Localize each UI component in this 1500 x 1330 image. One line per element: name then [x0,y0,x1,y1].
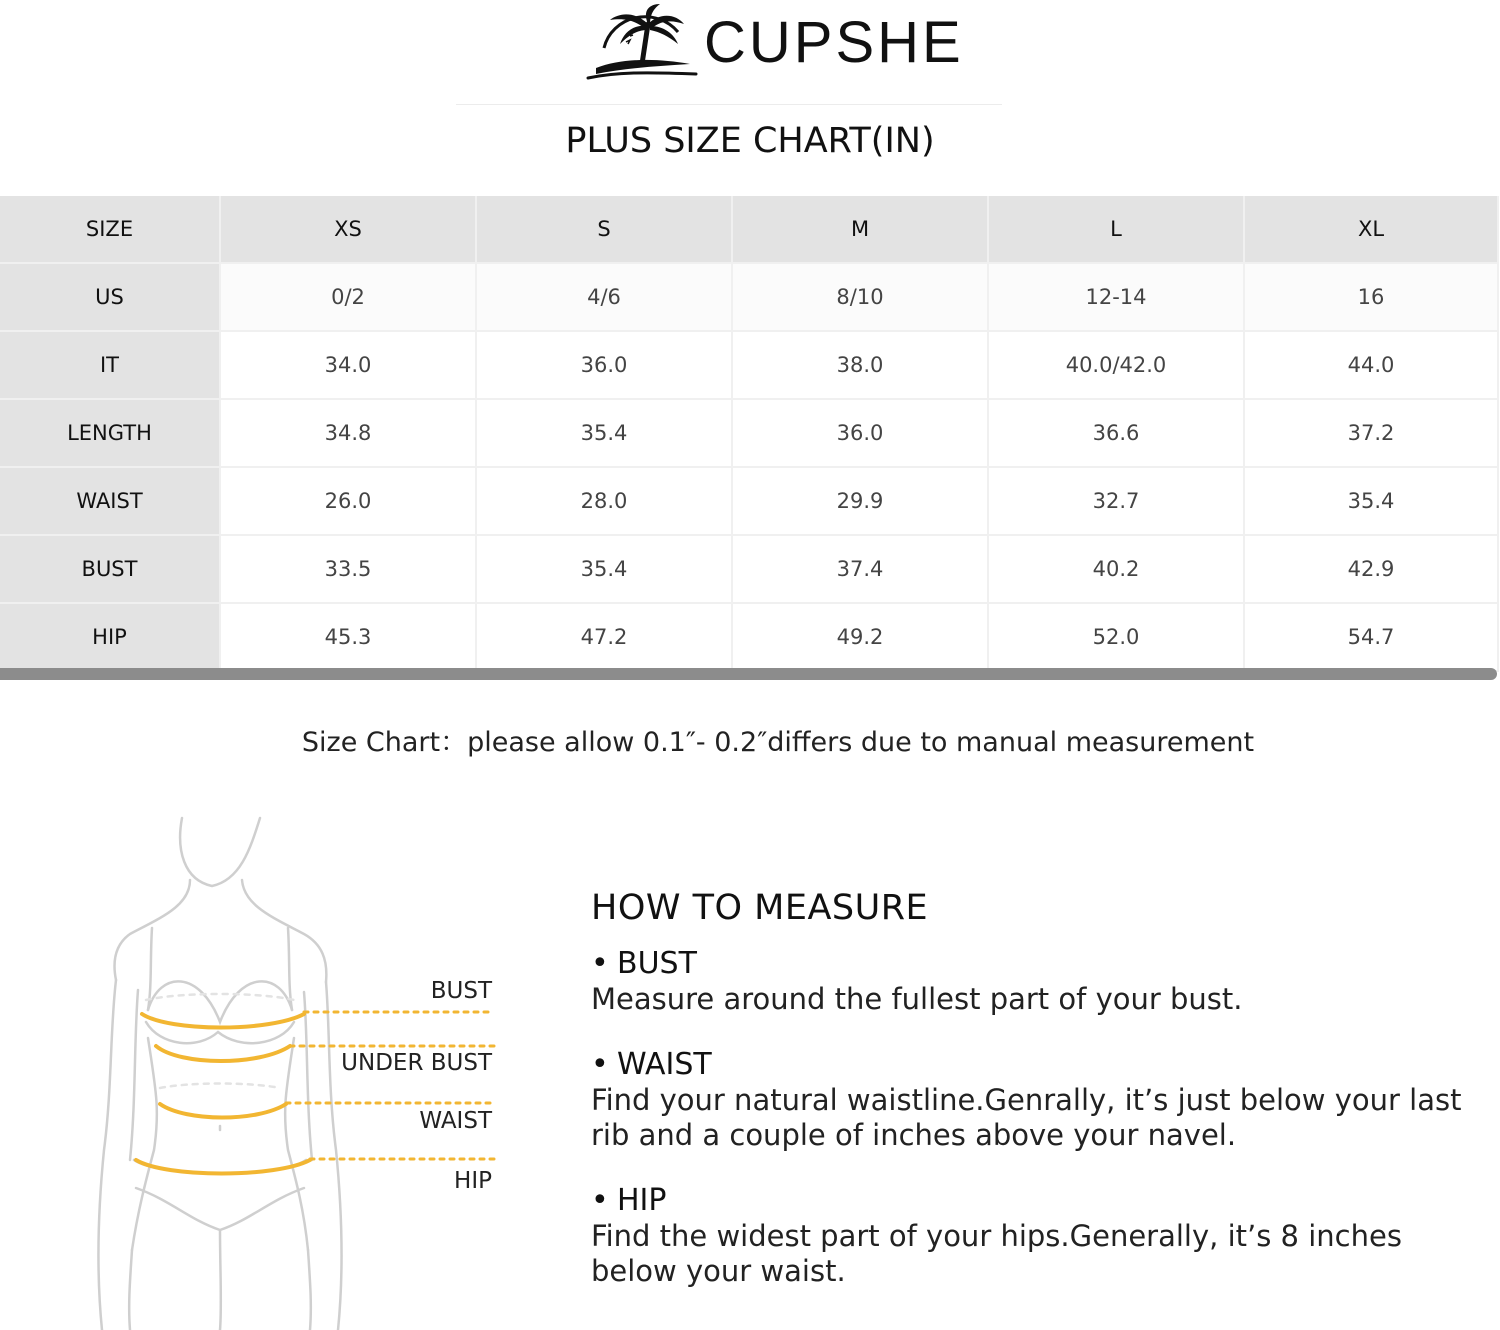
measure-item-desc: Measure around the fullest part of your bust. [591,982,1243,1016]
table-cell: 16 [1244,263,1498,331]
table-cell: 45.3 [220,603,476,671]
table-cell: 12-14 [988,263,1244,331]
bullet: • [591,1183,609,1218]
table-cell: 36.6 [988,399,1244,467]
table-cell: 34.0 [220,331,476,399]
measure-item-title: HIP [617,1183,667,1218]
header-cell: S [476,196,732,263]
measure-item-desc: Find the widest part of your hips.Generally, it’s 8 inches below your waist. [591,1219,1402,1288]
row-label: HIP [0,603,220,671]
table-cell: 42.9 [1244,535,1498,603]
table-cell: 52.0 [988,603,1244,671]
measure-item-waist [591,1047,1471,1153]
table-cell: 35.4 [476,535,732,603]
body-measure-figure [90,810,510,1330]
row-label: IT [0,331,220,399]
row-label: WAIST [0,467,220,535]
row-label: BUST [0,535,220,603]
table-cell: 40.2 [988,535,1244,603]
header-cell: XL [1244,196,1498,263]
table-cell: 37.4 [732,535,988,603]
palm-tree-island-icon [586,2,698,84]
page-title: PLUS SIZE CHART(IN) [565,121,935,161]
table-cell: 4/6 [476,263,732,331]
table-cell: 36.0 [476,331,732,399]
table-row [0,399,1498,467]
table-cell: 37.2 [1244,399,1498,467]
table-row [0,535,1498,603]
under-bust-label: UNDER BUST [341,1050,492,1076]
table-bottom-bar [0,668,1497,680]
measure-item-desc: Find your natural waistline.Genrally, it’s just below your last rib and a couple of inches above your navel. [591,1083,1462,1152]
table-row [0,467,1498,535]
measure-item-bust [591,946,1471,1017]
table-cell: 28.0 [476,467,732,535]
table-cell: 33.5 [220,535,476,603]
table-header-row [0,196,1498,263]
table-cell: 40.0/42.0 [988,331,1244,399]
table-cell: 54.7 [1244,603,1498,671]
table-cell: 44.0 [1244,331,1498,399]
table-cell: 49.2 [732,603,988,671]
table-cell: 35.4 [1244,467,1498,535]
header-cell: L [988,196,1244,263]
header-cell: SIZE [0,196,220,263]
row-label: US [0,263,220,331]
table-row [0,603,1498,671]
table-cell: 36.0 [732,399,988,467]
size-note: Size Chart：please allow 0.1″- 0.2″differs due to manual measurement [301,727,1255,758]
header-cell: M [732,196,988,263]
table-cell: 26.0 [220,467,476,535]
header-cell: XS [220,196,476,263]
waist-label: WAIST [419,1108,492,1134]
row-label: LENGTH [0,399,220,467]
table-cell: 8/10 [732,263,988,331]
table-row [0,263,1498,331]
bullet: • [591,1047,609,1082]
table-row [0,331,1498,399]
brand-name: CUPSHE [704,10,964,75]
size-chart-table [0,196,1499,672]
measure-item-hip [591,1183,1471,1289]
title-divider [456,104,1002,105]
table-cell: 32.7 [988,467,1244,535]
measure-item-title: WAIST [617,1047,712,1082]
table-cell: 34.8 [220,399,476,467]
table-cell: 38.0 [732,331,988,399]
how-to-measure-title: HOW TO MEASURE [591,888,929,928]
table-cell: 47.2 [476,603,732,671]
table-cell: 0/2 [220,263,476,331]
table-cell: 35.4 [476,399,732,467]
brand-logo [586,2,964,84]
bullet: • [591,946,609,981]
table-cell: 29.9 [732,467,988,535]
bust-label: BUST [430,978,492,1004]
how-to-measure-section [591,888,1471,1319]
hip-label: HIP [454,1168,492,1194]
measure-item-title: BUST [617,946,697,981]
